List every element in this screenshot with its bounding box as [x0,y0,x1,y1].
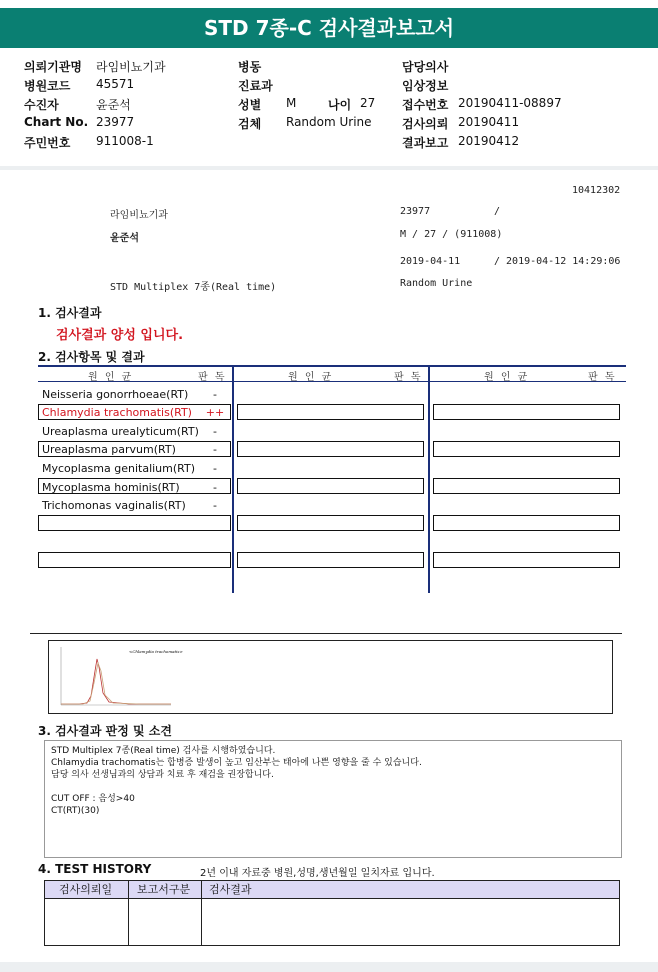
age-label: 나이 [328,98,352,112]
col-judge-3: 판 독 [588,372,617,383]
opinion-line-3: 담당 의사 선생님과의 상담과 치료 후 재검을 권장합니다. [51,770,274,780]
result-box [38,404,231,420]
result-box [433,441,620,457]
amplification-curve-svg [49,641,612,713]
specimen-label: 검체 [238,117,262,131]
specimen-value: Random Urine [286,115,372,129]
result-box [237,552,424,568]
sub-chart: 23977 [400,206,431,217]
result-box [433,515,620,531]
result-box [237,404,424,420]
request-label: 검사의뢰 [402,117,449,131]
receipt-value: 20190411-08897 [458,96,562,110]
table-col-divider-2 [428,365,430,593]
receipt-label: 접수번호 [402,98,449,112]
table-col-divider-1 [232,365,234,593]
rrn-label: 주민번호 [24,136,71,150]
report-header [0,52,658,164]
hospital-value: 라임비뇨기과 [96,60,166,74]
history-note: 2년 이내 자료중 병원,성명,생년월일 일치자료 입니다. [200,868,435,879]
judge-value: - [213,425,217,438]
code-label: 병원코드 [24,79,71,93]
organism-name: Trichomonas vaginalis(RT) [42,499,186,512]
table-top-rule [38,365,626,367]
header-separator [0,166,658,170]
organism-name: Neisseria gonorrhoeae(RT) [42,388,189,401]
request-value: 20190411 [458,115,520,129]
result-box [433,404,620,420]
col-judge-2: 판 독 [394,372,423,383]
judge-value: - [213,481,217,494]
organism-name: Chlamydia trachomatis(RT) [42,406,192,419]
result-box [237,441,424,457]
sub-date-request: 2019-04-11 [400,256,461,267]
rrn-value: 911008-1 [96,134,154,148]
opinion-box [44,740,622,858]
section1-title: 1. 검사결과 [38,306,102,320]
section4-title: 4. TEST HISTORY [38,862,152,876]
history-col-report-type: 보고서구분 [137,883,191,896]
clinical-label: 임상정보 [402,79,449,93]
doctor-label: 담당의사 [402,60,449,74]
bottom-bar [0,962,658,972]
sub-test-name: STD Multiplex 7종(Real time) [110,282,277,293]
hospital-label: 의뢰기관명 [24,60,82,74]
judge-value: - [213,443,217,456]
chart-label: Chart No. [24,115,89,129]
sex-value: M [286,96,297,110]
history-table [44,880,620,946]
dept-label: 진료과 [238,79,273,93]
judge-value: - [213,499,217,512]
sub-specimen: Random Urine [400,278,473,289]
ward-label: 병동 [238,60,262,74]
chart-legend: <Chlamydia trachomatis> [129,649,183,654]
opinion-line-2: Chlamydia trachomatis는 합병증 발생이 높고 임산부는 태아에 나쁜 영향을 줄 수 있습니다. [51,758,422,768]
report-title: STD 7종-C 검사결과보고서 [0,8,658,48]
age-value: 27 [360,96,376,110]
opinion-line-4 [51,781,615,793]
organism-name: Ureaplasma urealyticum(RT) [42,425,199,438]
patient-value: 윤준석 [96,98,131,112]
result-box [433,478,620,494]
sex-label: 성별 [238,98,262,112]
history-header-row [45,881,619,899]
sub-id: 10412302 [572,185,621,196]
col-judge-1: 판 독 [198,372,227,383]
sub-hospital: 라임비뇨기과 [110,210,168,221]
section2-title: 2. 검사항목 및 결과 [38,350,145,364]
judge-value: ++ [205,406,225,419]
sub-slash: / [494,206,501,217]
history-divider-1 [128,881,129,945]
result-positive-text: 검사결과 양성 입니다. [56,328,184,343]
opinion-line-6: CT(RT)(30) [51,806,100,816]
judge-value: - [213,388,217,401]
report-date-value: 20190412 [458,134,520,148]
result-box [38,552,231,568]
col-organism-1: 원 인 균 [88,372,134,383]
judge-value: - [213,462,217,475]
sub-patient: 윤준석 [110,233,139,244]
code-value: 45571 [96,77,135,91]
curve-red [61,659,171,704]
organism-name: Mycoplasma hominis(RT) [42,481,180,494]
history-col-request-date: 검사의뢰일 [59,883,113,896]
organism-name: Ureaplasma parvum(RT) [42,443,176,456]
result-box [38,478,231,494]
col-organism-3: 원 인 균 [484,372,530,383]
history-divider-2 [201,881,202,945]
amplification-chart [48,640,613,714]
organism-name: Mycoplasma genitalium(RT) [42,462,196,475]
report-date-label: 결과보고 [402,136,449,150]
result-box [237,515,424,531]
chart-value: 23977 [96,115,135,129]
patient-label: 수진자 [24,98,59,112]
opinion-line-1: STD Multiplex 7종(Real time) 검사를 시행하였습니다. [51,746,276,756]
section3-title: 3. 검사결과 판정 및 소견 [38,724,172,738]
curve-tan [61,663,171,704]
result-box [38,441,231,457]
sub-sex-age: M / 27 / (911008) [400,229,503,240]
result-box [237,478,424,494]
result-box [433,552,620,568]
result-box [38,515,231,531]
history-col-result: 검사결과 [209,883,252,896]
chart-top-rule [30,633,622,634]
opinion-line-5: CUT OFF : 음성>40 [51,794,135,804]
col-organism-2: 원 인 균 [288,372,334,383]
sub-date-report: / 2019-04-12 14:29:06 [494,256,621,267]
